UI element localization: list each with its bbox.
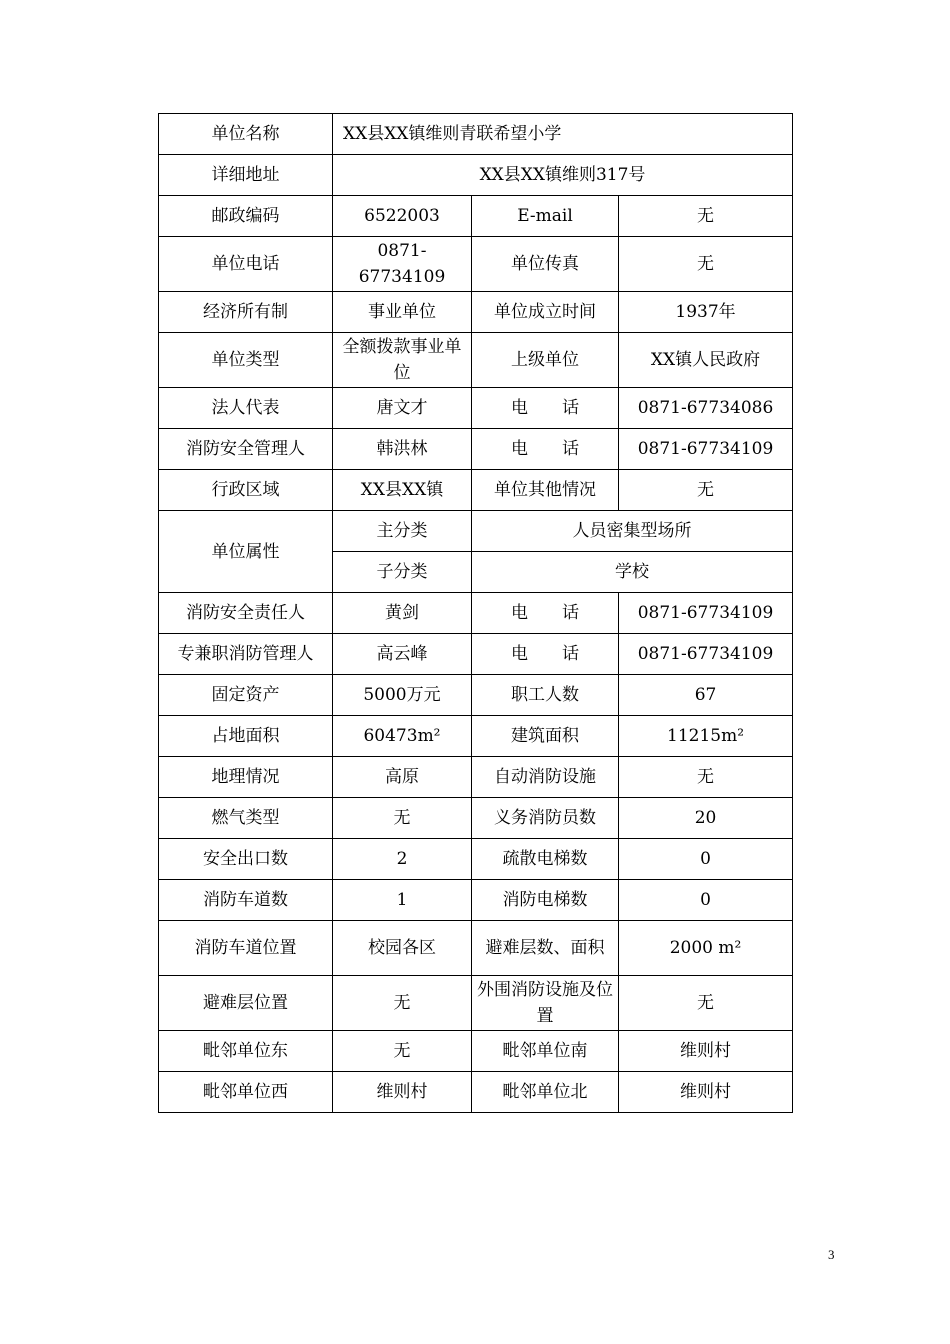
table-row [159, 114, 793, 155]
field-label: E-mail [472, 196, 619, 237]
table-row [159, 634, 793, 675]
field-label: 详细地址 [159, 155, 333, 196]
field-label: 毗邻单位北 [472, 1072, 619, 1113]
table-row [159, 333, 793, 388]
field-value: 5000万元 [333, 675, 472, 716]
field-value: XX镇人民政府 [619, 333, 793, 388]
field-value: XX县XX镇维则317号 [333, 155, 793, 196]
field-label: 避难层位置 [159, 976, 333, 1031]
table-row [159, 429, 793, 470]
field-value: 学校 [472, 552, 793, 593]
field-label: 毗邻单位东 [159, 1031, 333, 1072]
table-row [159, 716, 793, 757]
field-label: 固定资产 [159, 675, 333, 716]
table-row [159, 155, 793, 196]
field-value: 全额拨款事业单位 [333, 333, 472, 388]
field-label: 外围消防设施及位置 [472, 976, 619, 1031]
field-value: 维则村 [619, 1072, 793, 1113]
field-label: 消防车道数 [159, 880, 333, 921]
field-value: 无 [619, 237, 793, 292]
field-value: 0 [619, 880, 793, 921]
field-label: 毗邻单位西 [159, 1072, 333, 1113]
field-label: 疏散电梯数 [472, 839, 619, 880]
field-value: 无 [333, 798, 472, 839]
table-row [159, 675, 793, 716]
field-value: 0871-67734109 [619, 634, 793, 675]
field-value: 2000 m² [619, 921, 793, 976]
field-value: 无 [619, 196, 793, 237]
field-value: 1 [333, 880, 472, 921]
field-value: 0871-67734109 [333, 237, 472, 292]
field-sublabel: 子分类 [333, 552, 472, 593]
field-value: 人员密集型场所 [472, 511, 793, 552]
table-row [159, 798, 793, 839]
field-value: 韩洪林 [333, 429, 472, 470]
field-label: 电 话 [472, 429, 619, 470]
field-label: 地理情况 [159, 757, 333, 798]
field-label: 电 话 [472, 593, 619, 634]
field-label: 消防电梯数 [472, 880, 619, 921]
field-label: 法人代表 [159, 388, 333, 429]
field-label: 单位其他情况 [472, 470, 619, 511]
field-label: 单位类型 [159, 333, 333, 388]
table-row [159, 292, 793, 333]
field-label: 电 话 [472, 634, 619, 675]
table-row [159, 1031, 793, 1072]
field-value: 0871-67734109 [619, 429, 793, 470]
field-value: 维则村 [619, 1031, 793, 1072]
unit-info-table-body [159, 114, 793, 1113]
field-value: 无 [333, 1031, 472, 1072]
table-row [159, 388, 793, 429]
field-value: 无 [619, 470, 793, 511]
field-value: 唐文才 [333, 388, 472, 429]
table-row [159, 880, 793, 921]
field-label: 上级单位 [472, 333, 619, 388]
field-value: 20 [619, 798, 793, 839]
field-label: 单位电话 [159, 237, 333, 292]
field-value: 黄剑 [333, 593, 472, 634]
field-label: 职工人数 [472, 675, 619, 716]
field-label: 消防安全管理人 [159, 429, 333, 470]
field-label: 专兼职消防管理人 [159, 634, 333, 675]
field-label: 单位名称 [159, 114, 333, 155]
field-value: 维则村 [333, 1072, 472, 1113]
field-value: 6522003 [333, 196, 472, 237]
field-label: 单位属性 [159, 511, 333, 593]
field-label: 燃气类型 [159, 798, 333, 839]
field-label: 自动消防设施 [472, 757, 619, 798]
field-value: XX县XX镇维则青联希望小学 [333, 114, 793, 155]
field-sublabel: 主分类 [333, 511, 472, 552]
field-value: XX县XX镇 [333, 470, 472, 511]
field-value: 事业单位 [333, 292, 472, 333]
field-value: 0 [619, 839, 793, 880]
field-value: 无 [333, 976, 472, 1031]
field-label: 避难层数、面积 [472, 921, 619, 976]
field-value: 60473m² [333, 716, 472, 757]
field-label: 消防安全责任人 [159, 593, 333, 634]
field-label: 邮政编码 [159, 196, 333, 237]
field-label: 消防车道位置 [159, 921, 333, 976]
field-label: 毗邻单位南 [472, 1031, 619, 1072]
field-value: 11215m² [619, 716, 793, 757]
table-row [159, 921, 793, 976]
field-value: 1937年 [619, 292, 793, 333]
field-value: 高原 [333, 757, 472, 798]
field-label: 经济所有制 [159, 292, 333, 333]
field-label: 单位成立时间 [472, 292, 619, 333]
field-value: 高云峰 [333, 634, 472, 675]
field-label: 行政区域 [159, 470, 333, 511]
field-label: 安全出口数 [159, 839, 333, 880]
table-row [159, 511, 793, 552]
field-label: 建筑面积 [472, 716, 619, 757]
table-row [159, 196, 793, 237]
table-row [159, 237, 793, 292]
unit-info-table [158, 113, 793, 1113]
field-value: 校园各区 [333, 921, 472, 976]
field-value: 无 [619, 976, 793, 1031]
field-value: 0871-67734086 [619, 388, 793, 429]
page-number: 3 [828, 1247, 835, 1262]
field-value: 0871-67734109 [619, 593, 793, 634]
field-label: 义务消防员数 [472, 798, 619, 839]
table-row [159, 593, 793, 634]
field-label: 电 话 [472, 388, 619, 429]
table-row [159, 470, 793, 511]
field-label: 单位传真 [472, 237, 619, 292]
table-row [159, 1072, 793, 1113]
field-value: 2 [333, 839, 472, 880]
field-label: 占地面积 [159, 716, 333, 757]
table-row [159, 839, 793, 880]
table-row [159, 757, 793, 798]
field-value: 无 [619, 757, 793, 798]
table-row [159, 976, 793, 1031]
field-value: 67 [619, 675, 793, 716]
